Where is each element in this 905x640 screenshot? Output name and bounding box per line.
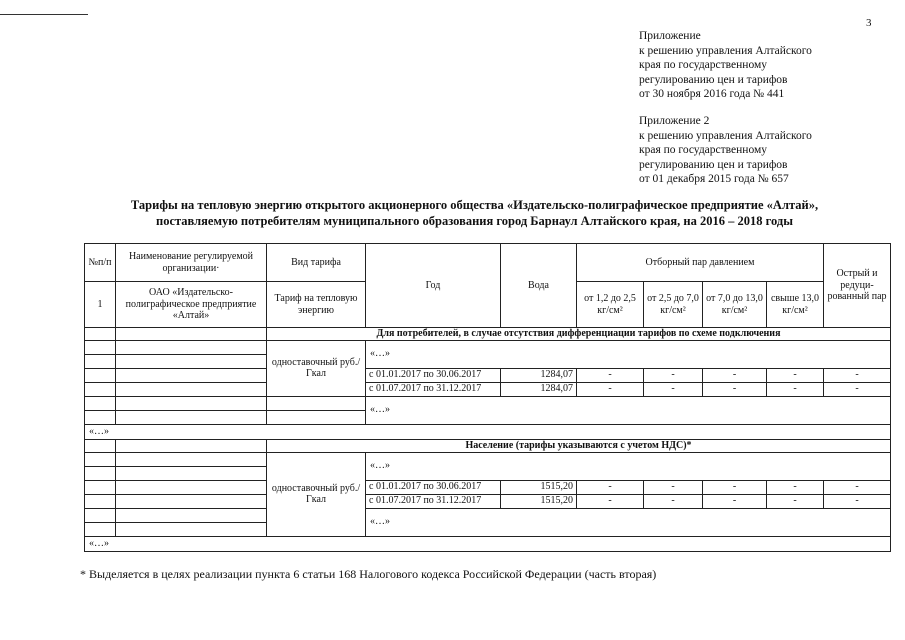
period-cell: с 01.07.2017 по 31.12.2017: [366, 494, 501, 508]
steam-3-value: -: [703, 480, 767, 494]
steam-1-value: -: [577, 494, 644, 508]
appendix-note-1: [639, 29, 812, 102]
period-cell: с 01.01.2017 по 30.06.2017: [366, 480, 501, 494]
appendix-line: от 30 ноября 2016 года № 441: [639, 88, 785, 101]
appendix-line: края по государственному: [639, 59, 767, 72]
table-row: [85, 382, 891, 396]
header-steam-4: свыше 13,0 кг/см²: [767, 282, 824, 328]
water-value: 1515,20: [501, 480, 577, 494]
sharp-steam-value: -: [824, 494, 891, 508]
steam-3-value: -: [703, 368, 767, 382]
appendix-note-2: [639, 114, 812, 187]
water-value: 1515,20: [501, 494, 577, 508]
appendix-line: от 01 декабря 2015 года № 657: [639, 173, 789, 186]
top-rule: [0, 14, 88, 15]
subheader-type: Тариф на тепловую энергию: [267, 282, 366, 328]
table-row: [85, 368, 891, 382]
section-2-title: Население (тарифы указываются с учетом НДС)*: [267, 439, 891, 452]
steam-2-value: -: [644, 480, 703, 494]
appendix-line: регулированию цен и тарифов: [639, 158, 788, 171]
header-num: №п/п: [85, 244, 116, 282]
steam-3-value: -: [703, 382, 767, 396]
section-2-ellipsis-after: «…»: [85, 536, 891, 551]
header-sharp-steam: Острый и редуци-рованный пар: [824, 244, 891, 328]
period-cell: с 01.01.2017 по 30.06.2017: [366, 368, 501, 382]
tariff-table: [84, 243, 891, 552]
header-year: Год: [366, 244, 501, 328]
steam-1-value: -: [577, 480, 644, 494]
header-steam-group: Отборный пар давлением: [577, 244, 824, 282]
title-line-1: Тарифы на тепловую энергию открытого акционерного общества «Издательско-полиграфическое предприятие «Алтай»,: [130, 198, 819, 212]
section-2-tariff-type: одноставочный руб./Гкал: [267, 452, 366, 536]
section-1-ellipsis-top: «…»: [366, 340, 891, 368]
section-2-ellipsis-bottom: «…»: [366, 508, 891, 536]
header-water: Вода: [501, 244, 577, 328]
steam-2-value: -: [644, 368, 703, 382]
sharp-steam-value: -: [824, 382, 891, 396]
section-1-ellipsis-after: «…»: [85, 424, 891, 439]
steam-4-value: -: [767, 480, 824, 494]
steam-1-value: -: [577, 382, 644, 396]
section-1-title: Для потребителей, в случае отсутствия дифференциации тарифов по схеме подключения: [267, 328, 891, 341]
header-steam-3: от 7,0 до 13,0 кг/см²: [703, 282, 767, 328]
appendix-line: регулированию цен и тарифов: [639, 73, 788, 86]
water-value: 1284,07: [501, 368, 577, 382]
table-row: [85, 494, 891, 508]
sharp-steam-value: -: [824, 480, 891, 494]
document-title: [92, 198, 857, 229]
steam-4-value: -: [767, 382, 824, 396]
section-1-tariff-type: одноставочный руб./Гкал: [267, 340, 366, 396]
appendix-line: Приложение: [639, 30, 701, 42]
header-type: Вид тарифа: [267, 244, 366, 282]
appendix-line: края по государственному: [639, 144, 767, 157]
footnote: * Выделяется в целях реализации пункта 6 статьи 168 Налогового кодекса Российской Федерации (часть вторая): [80, 567, 657, 581]
header-org: Наименование регулируемой организации·: [116, 244, 267, 282]
page-number: 3: [866, 17, 872, 29]
steam-2-value: -: [644, 382, 703, 396]
steam-2-value: -: [644, 494, 703, 508]
appendix-line: Приложение 2: [639, 115, 710, 127]
subheader-num: 1: [85, 282, 116, 328]
header-steam-1: от 1,2 до 2,5 кг/см²: [577, 282, 644, 328]
title-line-2: поставляемую потребителям муниципального образования город Барнаул Алтайского края, на 2016 – 2018 годы: [156, 213, 793, 228]
table-row: [85, 480, 891, 494]
steam-1-value: -: [577, 368, 644, 382]
appendix-line: к решению управления Алтайского: [639, 44, 812, 57]
steam-4-value: -: [767, 368, 824, 382]
water-value: 1284,07: [501, 382, 577, 396]
header-steam-2: от 2,5 до 7,0 кг/см²: [644, 282, 703, 328]
period-cell: с 01.07.2017 по 31.12.2017: [366, 382, 501, 396]
appendix-line: к решению управления Алтайского: [639, 129, 812, 142]
section-1-ellipsis-bottom: «…»: [366, 396, 891, 424]
section-2-ellipsis-top: «…»: [366, 452, 891, 480]
steam-3-value: -: [703, 494, 767, 508]
subheader-org: ОАО «Издательско-полиграфическое предприятие «Алтай»: [116, 282, 267, 328]
sharp-steam-value: -: [824, 368, 891, 382]
steam-4-value: -: [767, 494, 824, 508]
